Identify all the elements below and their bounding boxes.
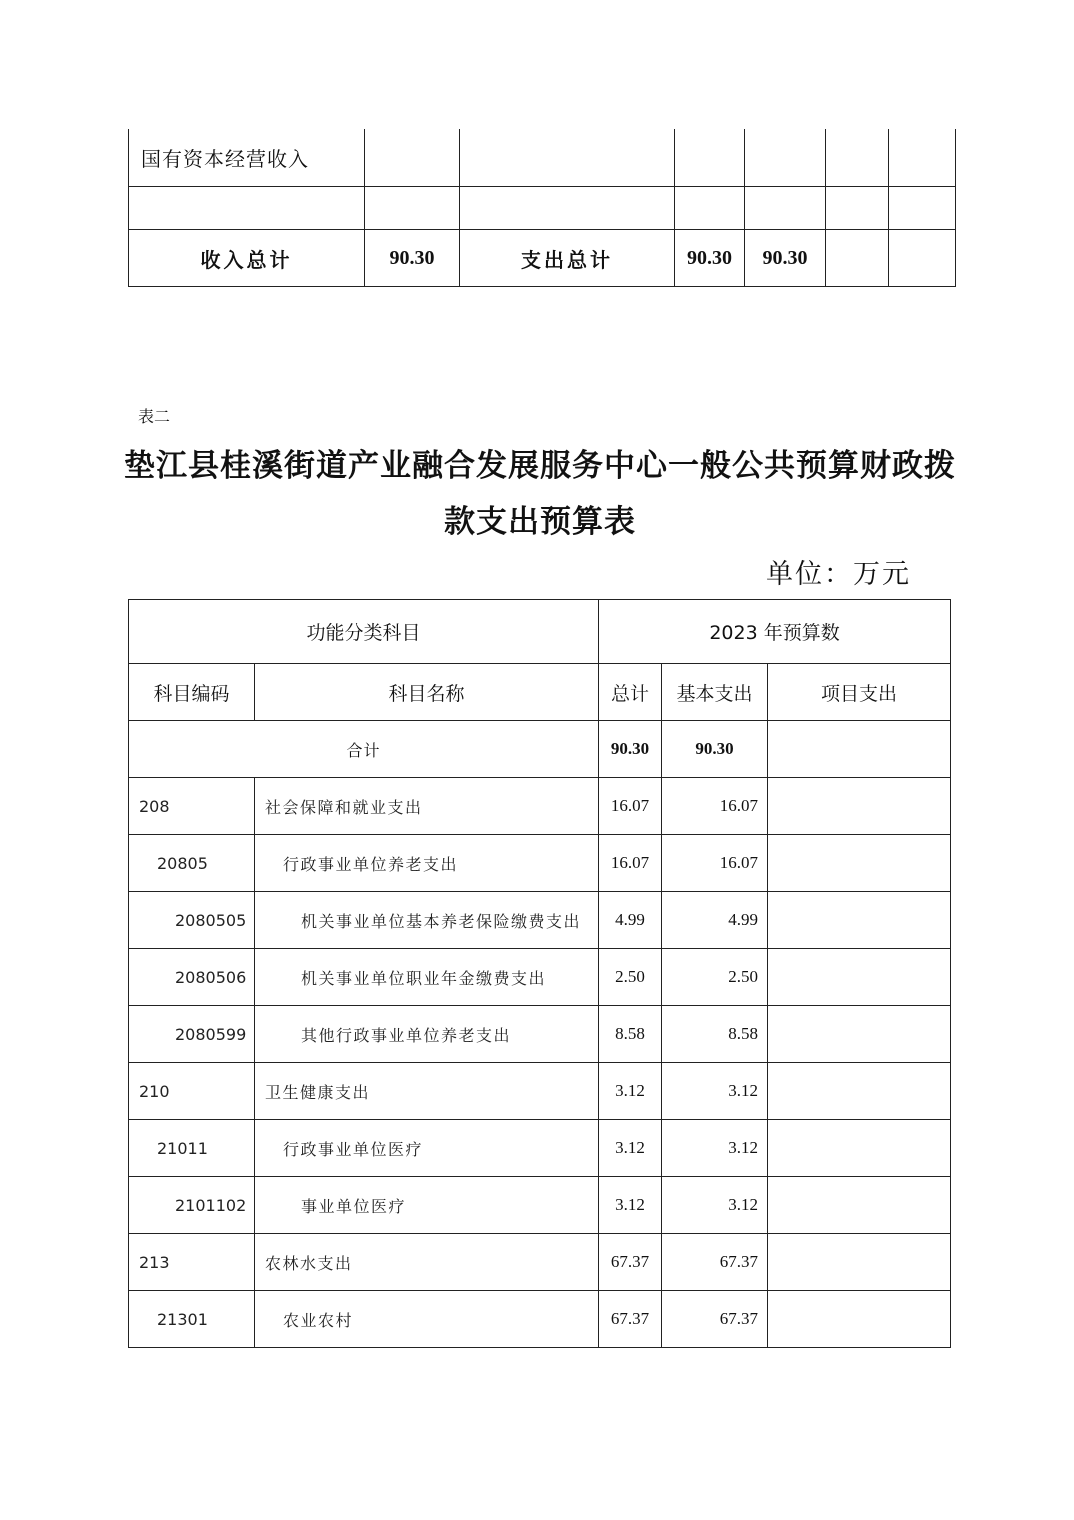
row-name: 社会保障和就业支出 xyxy=(255,778,599,835)
income-expense-summary-table xyxy=(128,129,956,287)
table-number-label: 表二 xyxy=(138,407,171,426)
row-code: 21011 xyxy=(129,1120,255,1177)
table-row xyxy=(129,949,951,1006)
row-code: 21301 xyxy=(129,1291,255,1348)
budget-expenditure-table xyxy=(128,599,951,1348)
row-basic: 4.99 xyxy=(662,892,768,949)
row-name: 卫生健康支出 xyxy=(255,1063,599,1120)
total-amount: 90.30 xyxy=(599,721,662,778)
table-row xyxy=(129,892,951,949)
row-total: 16.07 xyxy=(599,778,662,835)
row-code: 2080599 xyxy=(129,1006,255,1063)
total-expense-value: 90.30 xyxy=(675,230,745,287)
table-row xyxy=(129,187,956,230)
page-title-line2: 款支出预算表 xyxy=(444,504,636,540)
row-name: 农林水支出 xyxy=(255,1234,599,1291)
row-name: 其他行政事业单位养老支出 xyxy=(255,1006,599,1063)
row-code: 2080506 xyxy=(129,949,255,1006)
column-header-code: 科目编码 xyxy=(129,664,255,721)
row-total: 3.12 xyxy=(599,1063,662,1120)
table-row xyxy=(129,1234,951,1291)
total-label: 合计 xyxy=(129,721,599,778)
page-title: 垫江县桂溪街道产业融合发展服务中心一般公共预算财政拨 xyxy=(124,448,956,484)
total-expense-label: 支出总计 xyxy=(460,230,675,287)
table-row xyxy=(129,1006,951,1063)
row-total: 67.37 xyxy=(599,1234,662,1291)
table-row xyxy=(129,778,951,835)
row-basic: 16.07 xyxy=(662,835,768,892)
total-row xyxy=(129,721,951,778)
row-basic: 8.58 xyxy=(662,1006,768,1063)
column-header-total: 总计 xyxy=(599,664,662,721)
row-total: 67.37 xyxy=(599,1291,662,1348)
header-category: 功能分类科目 xyxy=(129,600,599,664)
row-basic: 16.07 xyxy=(662,778,768,835)
table-row xyxy=(129,1177,951,1234)
column-header-basic: 基本支出 xyxy=(662,664,768,721)
state-capital-income-label: 国有资本经营收入 xyxy=(129,129,365,187)
table-header-row xyxy=(129,600,951,664)
row-name: 机关事业单位职业年金缴费支出 xyxy=(255,949,599,1006)
row-name: 机关事业单位基本养老保险缴费支出 xyxy=(255,892,599,949)
row-code: 2101102 xyxy=(129,1177,255,1234)
basic-amount: 90.30 xyxy=(662,721,768,778)
row-name: 行政事业单位养老支出 xyxy=(255,835,599,892)
row-basic: 67.37 xyxy=(662,1291,768,1348)
table-row xyxy=(129,129,956,187)
table-row xyxy=(129,1063,951,1120)
row-total: 16.07 xyxy=(599,835,662,892)
row-total: 3.12 xyxy=(599,1120,662,1177)
row-basic: 2.50 xyxy=(662,949,768,1006)
total-income-value: 90.30 xyxy=(365,230,460,287)
row-name: 农业农村 xyxy=(255,1291,599,1348)
row-total: 8.58 xyxy=(599,1006,662,1063)
total-expense-value: 90.30 xyxy=(745,230,826,287)
header-budget-year: 2023 年预算数 xyxy=(599,600,951,664)
row-code: 20805 xyxy=(129,835,255,892)
row-basic: 67.37 xyxy=(662,1234,768,1291)
table-row xyxy=(129,1291,951,1348)
unit-label: 单位：万元 xyxy=(766,559,911,590)
table-row xyxy=(129,835,951,892)
row-basic: 3.12 xyxy=(662,1120,768,1177)
column-header-project: 项目支出 xyxy=(768,664,951,721)
row-basic: 3.12 xyxy=(662,1063,768,1120)
table-row xyxy=(129,1120,951,1177)
row-total: 3.12 xyxy=(599,1177,662,1234)
row-code: 210 xyxy=(129,1063,255,1120)
row-code: 2080505 xyxy=(129,892,255,949)
row-total: 4.99 xyxy=(599,892,662,949)
total-income-label: 收入总计 xyxy=(129,230,365,287)
table-row xyxy=(129,230,956,287)
table-header-row xyxy=(129,664,951,721)
row-code: 208 xyxy=(129,778,255,835)
row-name: 事业单位医疗 xyxy=(255,1177,599,1234)
row-code: 213 xyxy=(129,1234,255,1291)
column-header-name: 科目名称 xyxy=(255,664,599,721)
row-name: 行政事业单位医疗 xyxy=(255,1120,599,1177)
row-basic: 3.12 xyxy=(662,1177,768,1234)
row-total: 2.50 xyxy=(599,949,662,1006)
